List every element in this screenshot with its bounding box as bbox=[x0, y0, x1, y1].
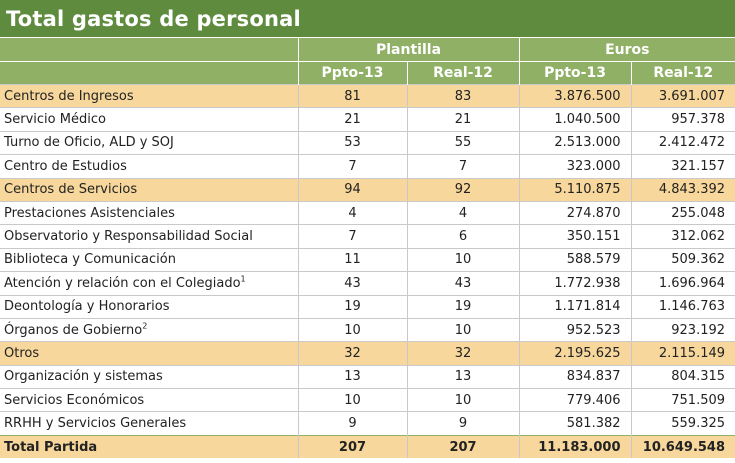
euros-cell: 1.772.938 bbox=[519, 272, 631, 295]
row-label-text: Otros bbox=[4, 345, 40, 361]
row-label bbox=[0, 365, 298, 388]
plantilla-cell: 43 bbox=[298, 272, 407, 295]
euros-cell: 751.509 bbox=[631, 389, 735, 412]
plantilla-cell: 21 bbox=[407, 108, 519, 131]
euros-cell: 1.040.500 bbox=[519, 108, 631, 131]
row-label bbox=[0, 178, 298, 201]
row-label-text: Prestaciones Asistenciales bbox=[4, 205, 175, 221]
euros-cell: 321.157 bbox=[631, 155, 735, 178]
euros-cell: 10.649.548 bbox=[631, 435, 735, 458]
plantilla-cell: 53 bbox=[298, 131, 407, 154]
col-header: Ppto-13 bbox=[298, 62, 407, 85]
row-label bbox=[0, 108, 298, 131]
row-label bbox=[0, 272, 298, 295]
euros-cell: 779.406 bbox=[519, 389, 631, 412]
table-row bbox=[0, 85, 735, 108]
row-label bbox=[0, 318, 298, 341]
plantilla-cell: 32 bbox=[407, 342, 519, 365]
table-row bbox=[0, 108, 735, 131]
row-label bbox=[0, 435, 298, 458]
plantilla-cell: 7 bbox=[298, 225, 407, 248]
table-row bbox=[0, 155, 735, 178]
col-header: Ppto-13 bbox=[519, 62, 631, 85]
table-row bbox=[0, 131, 735, 154]
col-header: Real-12 bbox=[631, 62, 735, 85]
footnote-marker: 2 bbox=[142, 321, 148, 331]
row-label-text: Centros de Ingresos bbox=[4, 88, 134, 104]
euros-cell: 1.171.814 bbox=[519, 295, 631, 318]
col-header: Real-12 bbox=[407, 62, 519, 85]
plantilla-cell: 13 bbox=[298, 365, 407, 388]
table-row bbox=[0, 412, 735, 435]
row-label-text: Deontología y Honorarios bbox=[4, 299, 170, 315]
plantilla-cell: 207 bbox=[298, 435, 407, 458]
euros-cell: 559.325 bbox=[631, 412, 735, 435]
euros-cell: 323.000 bbox=[519, 155, 631, 178]
table-row bbox=[0, 365, 735, 388]
euros-cell: 2.412.472 bbox=[631, 131, 735, 154]
page-title: Total gastos de personal bbox=[6, 6, 301, 31]
plantilla-cell: 21 bbox=[298, 108, 407, 131]
row-label-text: Turno de Oficio, ALD y SOJ bbox=[4, 135, 174, 151]
row-label-text: Organización y sistemas bbox=[4, 369, 163, 385]
euros-cell: 350.151 bbox=[519, 225, 631, 248]
plantilla-cell: 10 bbox=[298, 389, 407, 412]
plantilla-cell: 4 bbox=[298, 201, 407, 224]
euros-cell: 509.362 bbox=[631, 248, 735, 271]
header-euros: Euros bbox=[519, 38, 735, 62]
euros-cell: 5.110.875 bbox=[519, 178, 631, 201]
euros-cell: 274.870 bbox=[519, 201, 631, 224]
euros-cell: 952.523 bbox=[519, 318, 631, 341]
plantilla-cell: 81 bbox=[298, 85, 407, 108]
euros-cell: 834.837 bbox=[519, 365, 631, 388]
plantilla-cell: 9 bbox=[407, 412, 519, 435]
euros-cell: 255.048 bbox=[631, 201, 735, 224]
row-label bbox=[0, 131, 298, 154]
row-label-text: Servicio Médico bbox=[4, 112, 106, 128]
plantilla-cell: 6 bbox=[407, 225, 519, 248]
expenses-table bbox=[0, 38, 735, 458]
row-label bbox=[0, 295, 298, 318]
table-row bbox=[0, 435, 735, 458]
euros-cell: 3.691.007 bbox=[631, 85, 735, 108]
header-empty bbox=[0, 38, 298, 62]
plantilla-cell: 7 bbox=[407, 155, 519, 178]
euros-cell: 923.192 bbox=[631, 318, 735, 341]
euros-cell: 581.382 bbox=[519, 412, 631, 435]
plantilla-cell: 7 bbox=[298, 155, 407, 178]
table-row bbox=[0, 248, 735, 271]
plantilla-cell: 92 bbox=[407, 178, 519, 201]
row-label bbox=[0, 201, 298, 224]
table-row bbox=[0, 295, 735, 318]
header-plantilla: Plantilla bbox=[298, 38, 519, 62]
row-label-text: Centro de Estudios bbox=[4, 158, 127, 174]
row-label bbox=[0, 342, 298, 365]
table-row bbox=[0, 201, 735, 224]
euros-cell: 312.062 bbox=[631, 225, 735, 248]
plantilla-cell: 19 bbox=[298, 295, 407, 318]
euros-cell: 11.183.000 bbox=[519, 435, 631, 458]
row-label bbox=[0, 248, 298, 271]
euros-cell: 804.315 bbox=[631, 365, 735, 388]
plantilla-cell: 9 bbox=[298, 412, 407, 435]
euros-cell: 588.579 bbox=[519, 248, 631, 271]
header-label-empty bbox=[0, 62, 298, 85]
row-label bbox=[0, 389, 298, 412]
row-label-text: Servicios Económicos bbox=[4, 392, 145, 408]
title-bar bbox=[0, 0, 735, 38]
euros-cell: 2.195.625 bbox=[519, 342, 631, 365]
plantilla-cell: 10 bbox=[407, 248, 519, 271]
euros-cell: 2.513.000 bbox=[519, 131, 631, 154]
row-label bbox=[0, 412, 298, 435]
row-label-text: RRHH y Servicios Generales bbox=[4, 416, 187, 432]
plantilla-cell: 207 bbox=[407, 435, 519, 458]
row-label-text: Órganos de Gobierno bbox=[4, 322, 143, 338]
plantilla-cell: 32 bbox=[298, 342, 407, 365]
plantilla-cell: 10 bbox=[407, 318, 519, 341]
plantilla-cell: 10 bbox=[407, 389, 519, 412]
plantilla-cell: 43 bbox=[407, 272, 519, 295]
euros-cell: 1.146.763 bbox=[631, 295, 735, 318]
table-row bbox=[0, 225, 735, 248]
plantilla-cell: 19 bbox=[407, 295, 519, 318]
plantilla-cell: 4 bbox=[407, 201, 519, 224]
row-label-text: Observatorio y Responsabilidad Social bbox=[4, 229, 253, 245]
row-label bbox=[0, 85, 298, 108]
euros-cell: 957.378 bbox=[631, 108, 735, 131]
euros-cell: 3.876.500 bbox=[519, 85, 631, 108]
table-row bbox=[0, 342, 735, 365]
row-label bbox=[0, 225, 298, 248]
plantilla-cell: 83 bbox=[407, 85, 519, 108]
table-row bbox=[0, 389, 735, 412]
euros-cell: 1.696.964 bbox=[631, 272, 735, 295]
plantilla-cell: 10 bbox=[298, 318, 407, 341]
euros-cell: 4.843.392 bbox=[631, 178, 735, 201]
table-row bbox=[0, 272, 735, 295]
footnote-marker: 1 bbox=[240, 274, 246, 284]
row-label bbox=[0, 155, 298, 178]
table-row bbox=[0, 318, 735, 341]
plantilla-cell: 94 bbox=[298, 178, 407, 201]
row-label-text: Total Partida bbox=[4, 439, 98, 455]
row-label-text: Atención y relación con el Colegiado bbox=[4, 275, 241, 291]
row-label-text: Biblioteca y Comunicación bbox=[4, 252, 176, 268]
table-row bbox=[0, 178, 735, 201]
plantilla-cell: 55 bbox=[407, 131, 519, 154]
euros-cell: 2.115.149 bbox=[631, 342, 735, 365]
plantilla-cell: 11 bbox=[298, 248, 407, 271]
plantilla-cell: 13 bbox=[407, 365, 519, 388]
row-label-text: Centros de Servicios bbox=[4, 182, 138, 198]
